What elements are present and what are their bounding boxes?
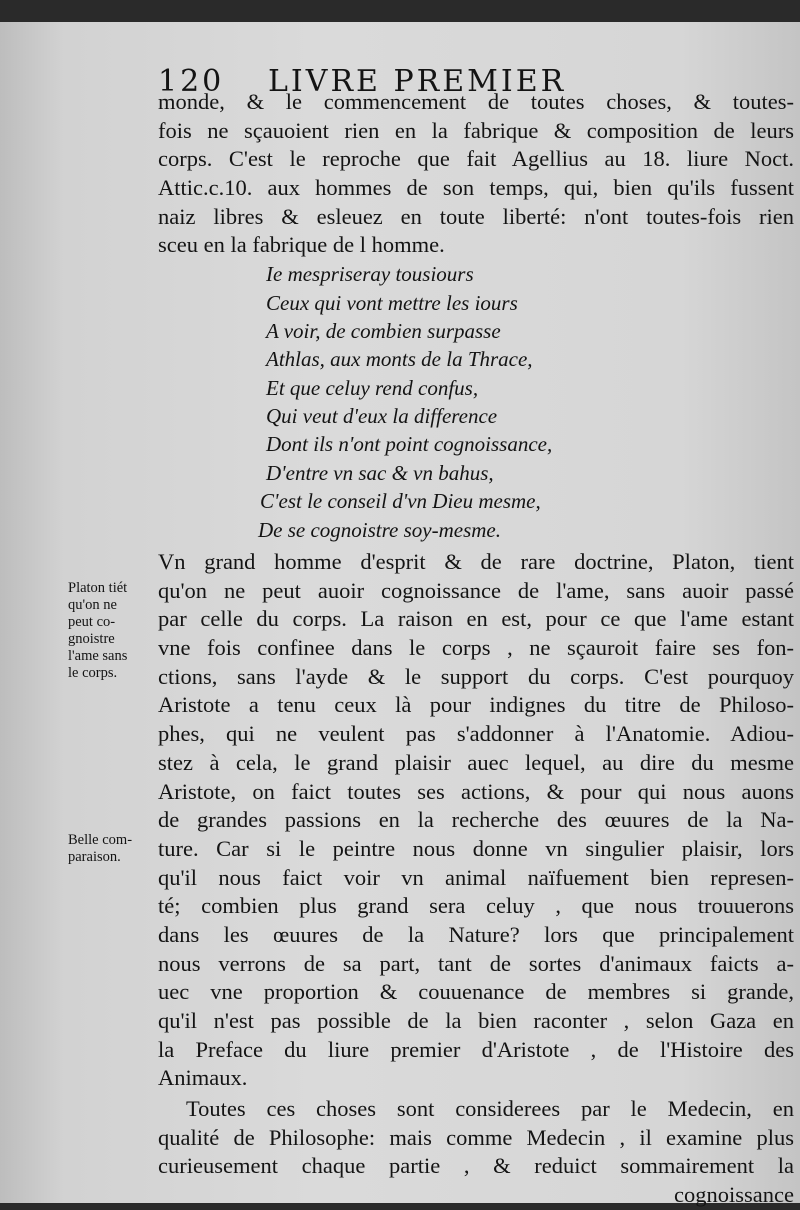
text-line: nous verrons de sa part, tant de sortes d'animaux faicts a- (158, 950, 794, 976)
verse-line: C'est le conseil d'vn Dieu mesme, (260, 489, 541, 514)
margin-note-line: qu'on ne (68, 597, 117, 613)
text-line: par celle du corps. La raison en est, pour ce que l'ame estant (158, 606, 794, 632)
text-line: naiz libres & esleuez en toute liberté: n'ont toutes-fois rien (158, 203, 794, 229)
margin-note-line: peut co- (68, 614, 116, 630)
text-line: uec vne proportion & couuenance de membres si grande, (158, 979, 794, 1005)
text-line: Aristote a tenu ceux là pour indignes du titre de Philoso- (158, 692, 794, 718)
text-line: de grandes passions en la recherche des œuures de la Na- (158, 807, 794, 833)
paragraph-1 (158, 88, 794, 260)
text-line: stez à cela, le grand plaisir auec lequel, au dire du mesme (158, 749, 794, 775)
margin-note-line: l'ame sans (68, 648, 128, 664)
text-line: dans les œuures de la Nature? lors que principalement (158, 921, 794, 947)
text-line: Vn grand homme d'esprit & de rare doctrine, Platon, tient (158, 549, 794, 575)
verse-line: Athlas, aux monts de la Thrace, (266, 347, 533, 372)
verse-line: Et que celuy rend confus, (266, 375, 479, 400)
main-text (158, 88, 794, 1210)
paragraph-2 (158, 548, 794, 1093)
verse-line: De se cognoistre soy-mesme. (258, 517, 501, 542)
text-line: curieusement chaque partie , & reduict sommairement la (158, 1153, 794, 1179)
verse-line: D'entre vn sac & vn bahus, (266, 460, 494, 485)
verse-block (258, 260, 794, 544)
text-line: ctions, sans l'ayde & le support du corps. C'est pourquoy (158, 663, 794, 689)
text-line: Animaux. (158, 1065, 248, 1091)
margin-note-line: Platon tiét (68, 580, 128, 596)
verse-line: Ie mespriseray tousiours (266, 262, 474, 287)
text-line: qualité de Philosophe: mais comme Medecin , il examine plus (158, 1124, 794, 1150)
verse-line: Qui veut d'eux la difference (266, 404, 498, 429)
verse-line: Dont ils n'ont point cognoissance, (266, 432, 553, 457)
margin-note-line: Belle com- (68, 832, 133, 848)
text-line: qu'il n'est pas possible de la bien raconter , selon Gaza en (158, 1008, 794, 1034)
paragraph-3 (158, 1095, 794, 1210)
text-line: la Preface du liure premier d'Aristote , de l'Histoire des (158, 1036, 794, 1062)
text-line: té; combien plus grand sera celuy , que nous trouuerons (158, 893, 794, 919)
text-line: ture. Car si le peintre nous donne vn singulier plaisir, lors (158, 835, 794, 861)
text-line: sceu en la fabrique de l homme. (158, 232, 445, 258)
verse-line: Ceux qui vont mettre les iours (266, 290, 518, 315)
running-title: LIVRE PREMIER (268, 64, 567, 99)
text-line: phes, qui ne veulent pas s'addonner à l'Anatomie. Adiou- (158, 721, 794, 747)
text-line: fois ne sçauoient rien en la fabrique & composition de leurs (158, 117, 794, 143)
text-line: vne fois confinee dans le corps , ne sçauroit faire ses fon- (158, 635, 794, 661)
text-line: qu'on ne peut auoir cognoissance de l'ame, sans auoir passé (158, 577, 794, 603)
text-line: Attic.c.10. aux hommes de son temps, qui, bien qu'ils fussent (158, 175, 794, 201)
margin-note-line: le corps. (68, 665, 118, 681)
page-number: 120 (158, 64, 225, 99)
margin-note-line: gnoistre (68, 631, 115, 647)
text-line: Toutes ces choses sont considerees par le Medecin, en (186, 1096, 794, 1122)
text-line: monde, & le commencement de toutes choses, & toutes- (158, 89, 794, 114)
verse-line: A voir, de combien surpasse (266, 318, 501, 343)
text-line: qu'il nous faict voir vn animal naïfuement bien represen- (158, 864, 794, 890)
margin-note-line: paraison. (68, 849, 121, 865)
text-line: Aristote, on faict toutes ses actions, & pour qui nous auons (158, 778, 794, 804)
text-line: corps. C'est le reproche que fait Agellius au 18. liure Noct. (158, 146, 794, 172)
catchword: cognoissance (674, 1182, 794, 1208)
book-page (0, 22, 800, 1208)
margin-note-platon (68, 580, 154, 682)
margin-note-comparaison (68, 832, 154, 866)
